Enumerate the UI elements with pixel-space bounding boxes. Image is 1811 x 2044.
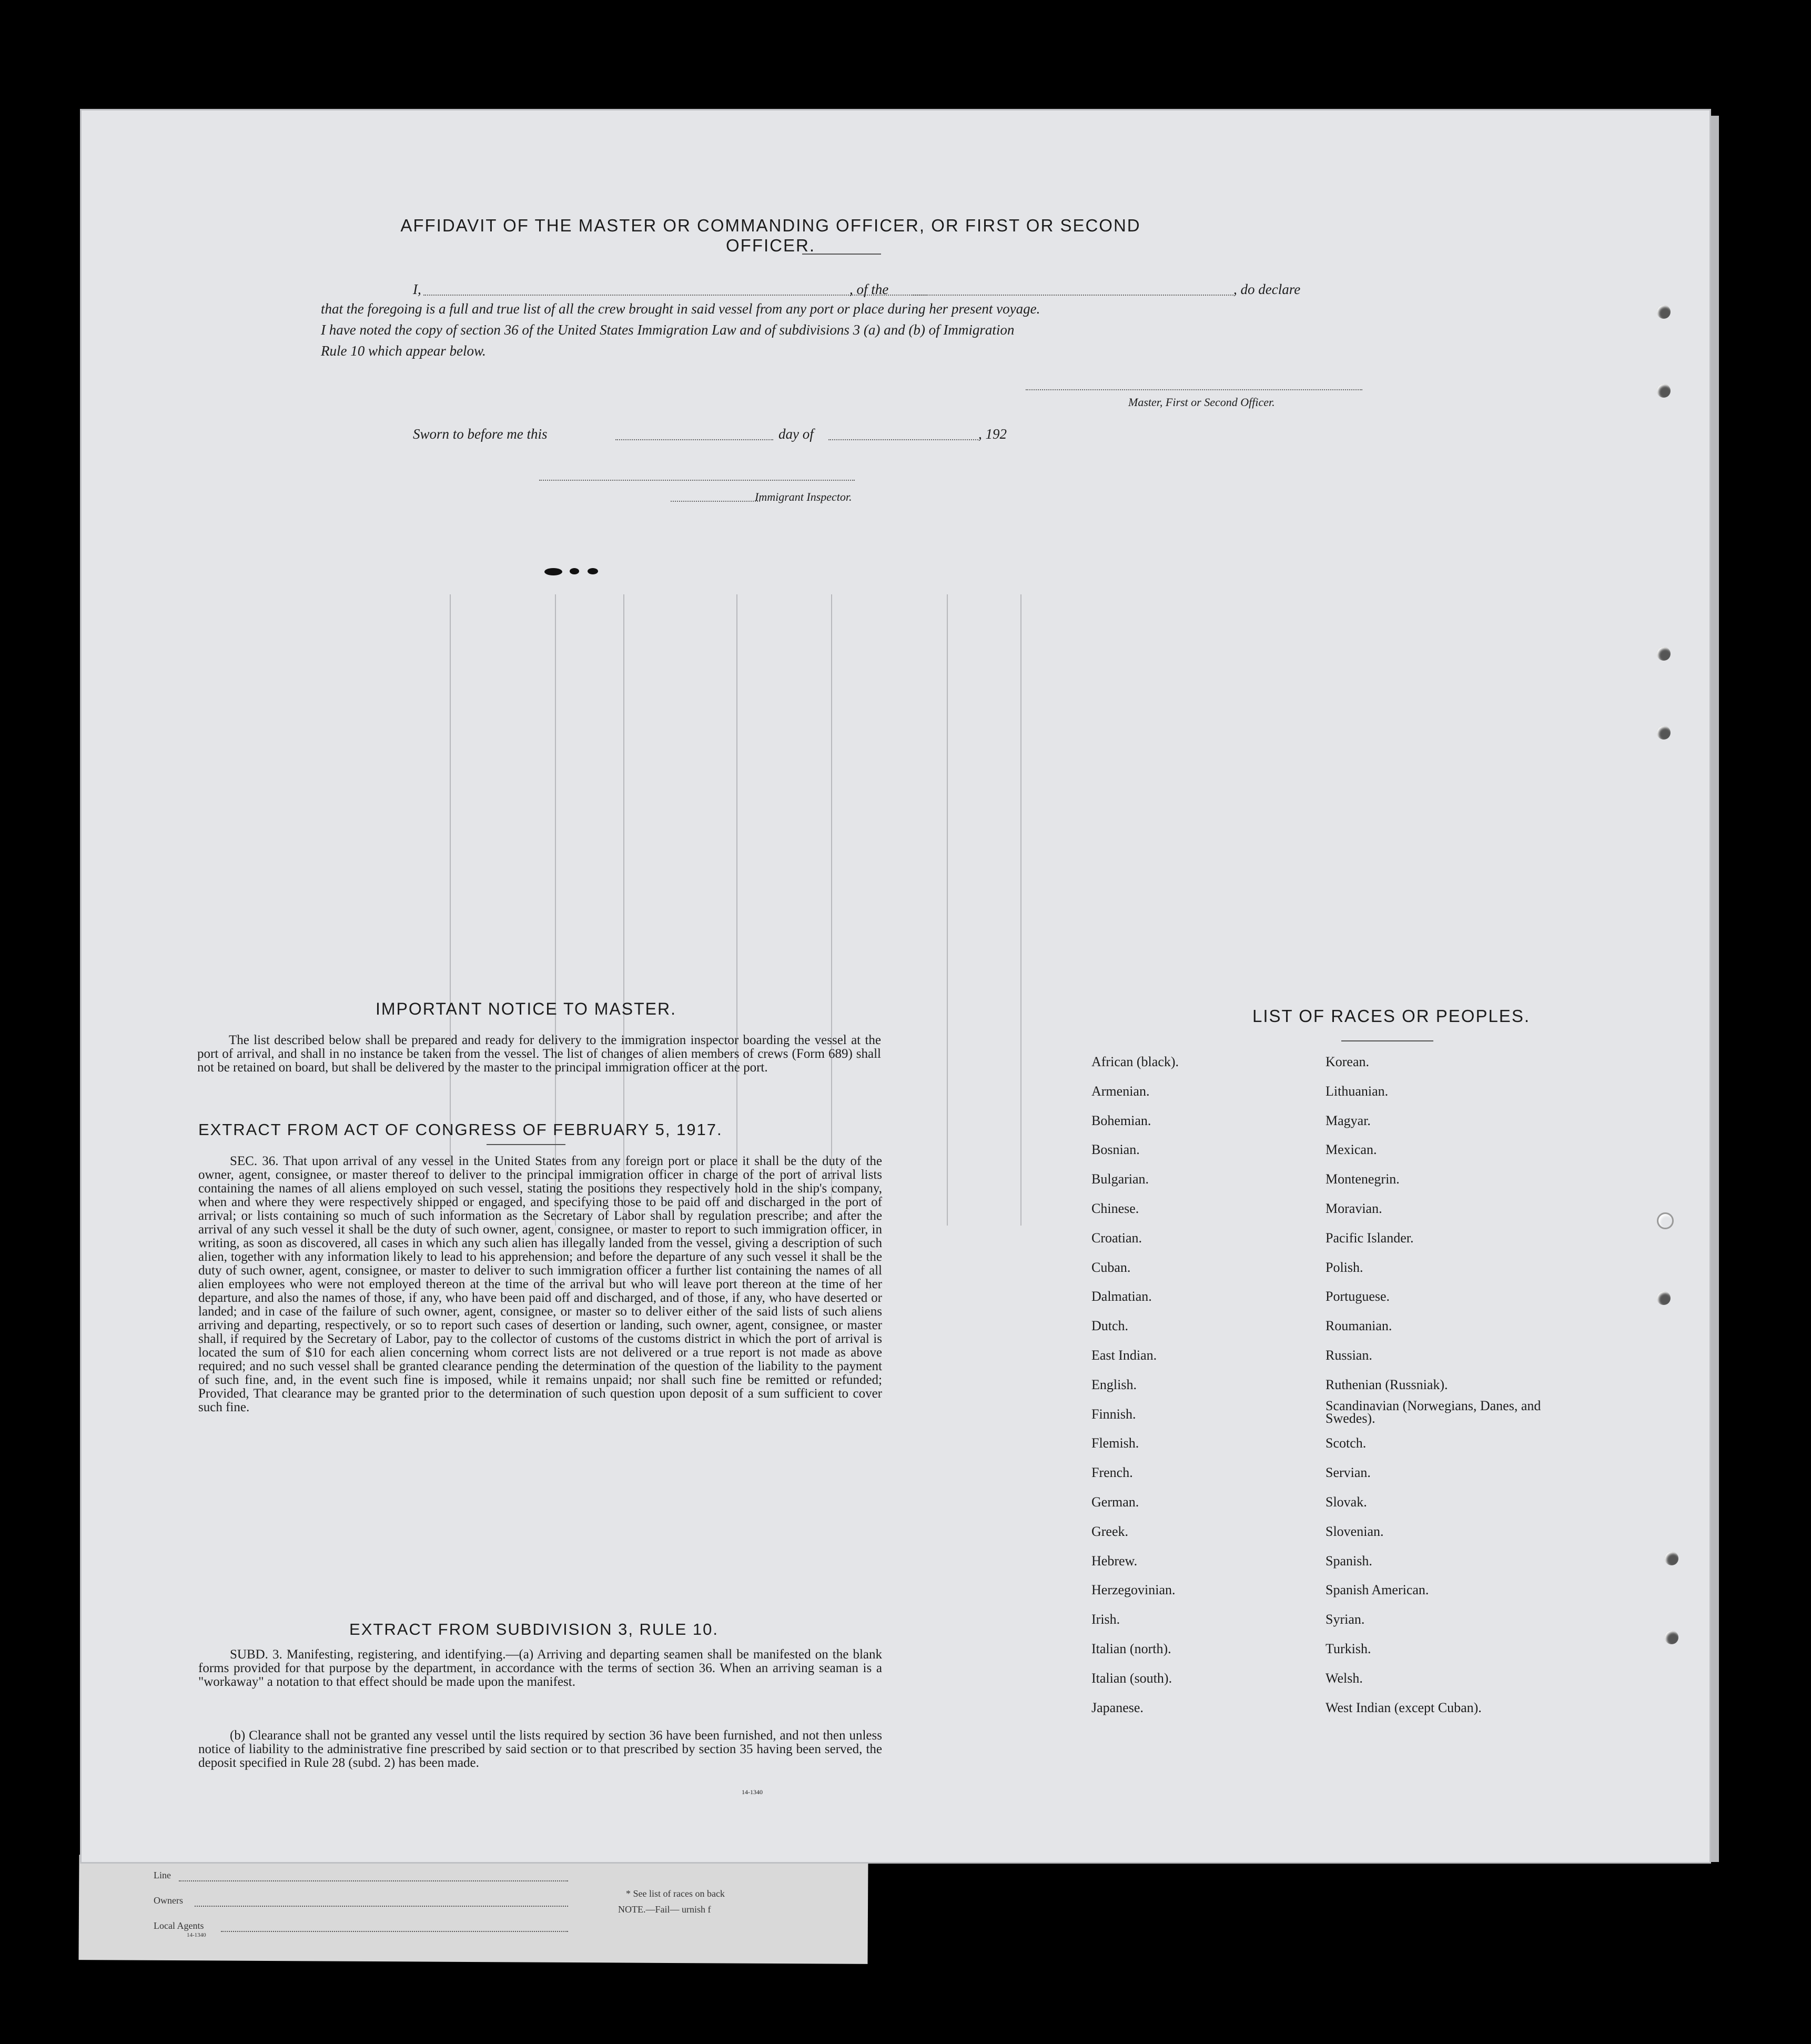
manifest-page (82, 110, 1709, 1862)
inspector-dots (671, 501, 760, 502)
under-agents-label: Local Agents (154, 1920, 204, 1931)
race-item: West Indian (except Cuban). (1326, 1699, 1482, 1715)
race-item: English. (1091, 1377, 1137, 1392)
race-item: Chinese. (1091, 1201, 1139, 1216)
declarant-i-label: I, (413, 281, 421, 297)
of-the-label: , of the (849, 281, 889, 297)
rule-para-b: (b) Clearance shall not be granted any vessel until the lists required by section 36 have been furnished, and not then unless notice of liability to the administrative fine prescribed by said section or to that prescribed by section 35 having been served, the deposit specified in Rule 28 (subd. 2) has been made. (198, 1728, 882, 1770)
race-item: French. (1091, 1465, 1133, 1481)
year-label: , 192 (978, 426, 1007, 442)
declaration-line-2: I have noted the copy of section 36 of the United States Immigration Law and of subdivisions 3 (a) and (b) of Immigration (321, 322, 1015, 338)
race-item: Ruthenian (Russniak). (1326, 1377, 1448, 1392)
master-signature-label: Master, First or Second Officer. (1128, 396, 1275, 409)
underlying-page (78, 1855, 868, 1964)
race-item: Bulgarian. (1091, 1171, 1149, 1187)
under-line-rule (179, 1880, 568, 1881)
form-number: 14-1340 (742, 1788, 763, 1796)
column-line (1020, 594, 1021, 1226)
race-item: Herzegovinian. (1091, 1582, 1176, 1598)
under-owners-label: Owners (154, 1895, 183, 1906)
race-item: Irish. (1091, 1612, 1120, 1627)
race-item: Dutch. (1091, 1318, 1129, 1334)
act-extract-body: SEC. 36. That upon arrival of any vessel in the United States from any foreign port or place it shall be the duty of the owner, agent, consignee, or master thereof to deliver to the principal immigration officer in charge of the port of arrival lists containing the names of all aliens employed on such vessel, stating the positions they respectively hold in the ship's company, when and where they were respectively shipped or engaged, and specifying those to be paid off and discharged in the port of arrival; or lists containing so much of such information as the Secretary of Labor shall by regulation prescribe; and after the arrival of any such vessel it shall be the duty of such owner, agent, consignee, or master to report to such immigration officer, in writing, as soon as discovered, all cases in which any such alien has illegally landed from the vessel, giving a description of such alien, together with any information likely to lead to his apprehension; and before the departure of any such vessel it shall be the duty of such owner, agent, consignee, or master to deliver to such immigration officer a further list containing the names of all alien employees who were not employed thereon at the time of the arrival but who will leave port thereon at the time of her departure, and also the names of those, if any, who have been paid off and discharged, and of those, if any, who have deserted or landed; and in case of the failure of such owner, agent, consignee, or master so to deliver either of the said lists of such aliens arriving and departing, respectively, or so to report such cases of desertion or landing, such owner, agent, consignee, or master shall, if required by the Secretary of Labor, pay to the collector of customs of the customs district in which the port of arrival is located the sum of $10 for each alien concerning whom correct lists are not delivered or a true report is not made as above required; and no such vessel shall be granted clearance pending the determination of the question of the liability to the payment of such fine, and, in the event such fine is imposed, while it remains unpaid; nor shall such fine be remitted or refunded; Provided, That clearance may be granted prior to the determination of such question upon deposit of a sum sufficient to cover such fine. (198, 1154, 882, 1414)
race-item: Magyar. (1326, 1112, 1371, 1128)
sworn-day-field[interactable] (615, 439, 773, 440)
race-item: Russian. (1326, 1348, 1372, 1363)
act-title-rule (487, 1144, 565, 1145)
race-item: Armenian. (1091, 1083, 1150, 1099)
vessel-name-field[interactable] (913, 295, 1233, 296)
race-item: Dalmatian. (1091, 1289, 1152, 1304)
binder-hole (1657, 1291, 1671, 1305)
race-item: Scotch. (1326, 1435, 1367, 1451)
race-item: Croatian. (1091, 1230, 1142, 1246)
race-item: Korean. (1326, 1054, 1370, 1069)
act-extract-title: EXTRACT FROM ACT OF CONGRESS OF FEBRUARY 5, 1917. (198, 1120, 723, 1139)
binder-hole (1657, 384, 1671, 398)
race-item: Bohemian. (1091, 1112, 1151, 1128)
race-item: Finnish. (1091, 1406, 1136, 1422)
race-item: Syrian. (1326, 1612, 1365, 1627)
race-item: Montenegrin. (1326, 1171, 1400, 1187)
binder-hole (1657, 726, 1671, 740)
race-item: Welsh. (1326, 1670, 1363, 1686)
title-rule (802, 254, 881, 255)
under-owners-rule (195, 1906, 568, 1907)
under-form-number: 14-1340 (187, 1932, 206, 1938)
notice-title: IMPORTANT NOTICE TO MASTER. (376, 999, 676, 1018)
races-title: LIST OF RACES OR PEOPLES. (1252, 1006, 1531, 1026)
rule-extract-title: EXTRACT FROM SUBDIVISION 3, RULE 10. (349, 1620, 719, 1638)
race-item: Turkish. (1326, 1641, 1371, 1656)
race-item: Roumanian. (1326, 1318, 1392, 1334)
race-item: Slovenian. (1326, 1523, 1384, 1539)
race-item: Slovak. (1326, 1494, 1367, 1510)
inspector-signature-field[interactable] (539, 480, 855, 481)
under-line-label: Line (154, 1870, 171, 1880)
under-note-fail: NOTE.—Fail— urnish f (618, 1904, 711, 1915)
race-item: Portuguese. (1326, 1289, 1390, 1304)
race-item: German. (1091, 1494, 1139, 1510)
ink-blot (570, 568, 579, 574)
race-item: Bosnian. (1091, 1142, 1140, 1158)
do-declare-label: , do declare (1233, 281, 1301, 297)
binder-hole (1657, 647, 1671, 661)
race-item: Pacific Islander. (1326, 1230, 1414, 1246)
race-item: Spanish American. (1326, 1582, 1429, 1598)
sworn-label: Sworn to before me this (413, 426, 548, 442)
day-of-label: day of (778, 426, 814, 442)
inspector-label: Immigrant Inspector. (755, 490, 852, 503)
race-item: Scandinavian (Norwegians, Danes, and Swedes). (1326, 1398, 1541, 1426)
binder-hole (1665, 1552, 1678, 1565)
ink-blot (588, 568, 598, 574)
races-title-rule (1341, 1040, 1433, 1041)
column-line (947, 594, 948, 1226)
race-item: Flemish. (1091, 1435, 1139, 1451)
race-item: African (black). (1091, 1054, 1179, 1069)
race-item: Polish. (1326, 1259, 1363, 1275)
notice-body: The list described below shall be prepared and ready for delivery to the immigration inspector boarding the vessel at the port of arrival, and shall in no instance be taken from the vessel. The list of changes of alien members of crews (Form 689) shall not be retained on board, but shall be delivered by the master to the principal immigration officer at the port. (197, 1033, 881, 1075)
affidavit-title: AFFIDAVIT OF THE MASTER OR COMMANDING OFFICER, OR FIRST OR SECOND OFFICER. (400, 216, 1141, 255)
binder-hole (1657, 305, 1671, 319)
under-agents-rule (221, 1931, 568, 1932)
binder-hole (1657, 1212, 1674, 1229)
race-item: Moravian. (1326, 1201, 1382, 1216)
ink-blot (544, 568, 562, 575)
declaration-line-1: that the foregoing is a full and true list of all the crew brought in said vessel from any port or place during her present voyage. (321, 301, 1040, 317)
race-item: Lithuanian. (1326, 1083, 1389, 1099)
master-signature-field[interactable] (1026, 389, 1362, 390)
sworn-month-field[interactable] (828, 439, 978, 440)
declaration-line-3: Rule 10 which appear below. (321, 343, 486, 359)
race-item: Mexican. (1326, 1142, 1377, 1158)
under-note-races: * See list of races on back (626, 1888, 725, 1899)
race-item: Spanish. (1326, 1553, 1372, 1569)
page-edge (1709, 116, 1719, 1862)
rule-para-a: SUBD. 3. Manifesting, registering, and identifying.—(a) Arriving and departing seamen shall be manifested on the blank forms provided for that purpose by the department, in accordance with the terms of section 36. When an arriving seaman is a "workaway" a notation to that effect should be made upon the manifest. (198, 1647, 882, 1689)
race-item: Cuban. (1091, 1259, 1131, 1275)
race-item: East Indian. (1091, 1348, 1157, 1363)
race-item: Italian (north). (1091, 1641, 1171, 1656)
race-item: Servian. (1326, 1465, 1371, 1481)
binder-hole (1665, 1631, 1678, 1644)
race-item: Japanese. (1091, 1699, 1144, 1715)
race-item: Greek. (1091, 1523, 1129, 1539)
race-item: Hebrew. (1091, 1553, 1138, 1569)
race-item: Italian (south). (1091, 1670, 1172, 1686)
